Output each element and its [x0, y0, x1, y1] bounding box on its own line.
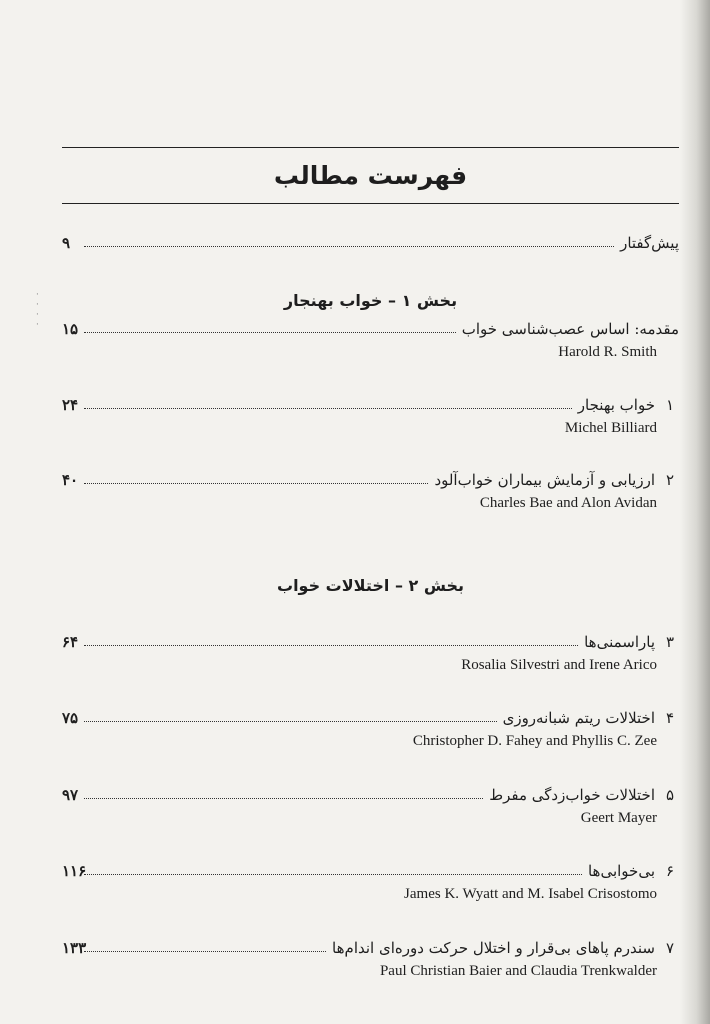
- dot-leader: [84, 246, 614, 247]
- page-title: فهرست مطالب: [273, 161, 468, 190]
- dot-leader: [84, 951, 326, 952]
- toc-entry: [62, 935, 679, 961]
- toc-entry-title: مقدمه: اساس عصب‌شناسی خواب: [461, 320, 679, 338]
- toc-entry-author: Charles Bae and Alon Avidan: [479, 495, 657, 511]
- toc-entry-author: Rosalia Silvestri and Irene Arico: [461, 657, 657, 673]
- dot-leader: [84, 332, 456, 333]
- page-edge-shadow: [680, 0, 710, 1024]
- page-number: ۲۴: [62, 396, 79, 414]
- dot-leader: [84, 408, 572, 409]
- toc-entry-title: پاراسمنی‌ها: [584, 633, 655, 651]
- page-number: ۱۱۶: [62, 862, 87, 880]
- section-heading-1: بخش ۱ – خواب بهنجار: [283, 291, 458, 310]
- toc-entry-title: خواب بهنجار: [577, 396, 655, 414]
- toc-entry-title: پیش‌گفتار: [620, 234, 679, 252]
- toc-entry-author: Geert Mayer: [580, 810, 657, 826]
- chapter-number: ۲: [665, 471, 675, 489]
- toc-entry-author: James K. Wyatt and M. Isabel Crisostomo: [404, 886, 657, 902]
- page-number: ۶۴: [62, 633, 79, 651]
- page-number: ۱۵: [62, 320, 79, 338]
- toc-entry: [62, 392, 679, 418]
- chapter-number: ۷: [665, 939, 675, 957]
- page-number: ۷۵: [62, 709, 79, 727]
- toc-entry: [62, 467, 679, 493]
- dot-leader: [84, 645, 578, 646]
- dot-leader: [84, 483, 428, 484]
- chapter-number: ۱: [665, 396, 675, 414]
- toc-entry-author: Harold R. Smith: [558, 344, 657, 360]
- toc-entry-title: سندرم پاهای بی‌قرار و اختلال حرکت دوره‌ای اندام‌ها: [332, 939, 655, 957]
- toc-entry-preface: [62, 230, 679, 256]
- toc-entry: [62, 629, 679, 655]
- chapter-number: ۶: [665, 862, 675, 880]
- page-number: ۹: [62, 234, 71, 252]
- toc-entry-title: اختلالات خواب‌زدگی مفرط: [489, 786, 655, 804]
- toc-entry: [62, 705, 679, 731]
- page-number: ۱۳۳: [62, 939, 87, 957]
- dot-leader: [84, 798, 483, 799]
- page-number: ۴۰: [62, 471, 79, 489]
- chapter-number: ۴: [665, 709, 675, 727]
- margin-marks: · · · ·: [36, 290, 39, 330]
- dot-leader: [84, 874, 582, 875]
- section-heading-2: بخش ۲ – اختلالات خواب: [276, 576, 465, 595]
- toc-entry-title: بی‌خوابی‌ها: [587, 862, 655, 880]
- chapter-number: ۵: [665, 786, 675, 804]
- title-top-rule: [62, 147, 679, 148]
- toc-entry: [62, 858, 679, 884]
- title-bottom-rule: [62, 203, 679, 204]
- chapter-number: ۳: [665, 633, 675, 651]
- toc-entry: [62, 782, 679, 808]
- toc-entry-title: اختلالات ریتم شبانه‌روزی: [502, 709, 655, 727]
- dot-leader: [84, 721, 497, 722]
- toc-entry: [62, 316, 679, 342]
- toc-entry-author: Michel Billiard: [564, 420, 657, 436]
- toc-entry-title: ارزیابی و آزمایش بیماران خواب‌آلود: [434, 471, 655, 489]
- page-number: ۹۷: [62, 786, 79, 804]
- toc-entry-author: Christopher D. Fahey and Phyllis C. Zee: [412, 733, 657, 749]
- toc-entry-author: Paul Christian Baier and Claudia Trenkwalder: [379, 963, 657, 979]
